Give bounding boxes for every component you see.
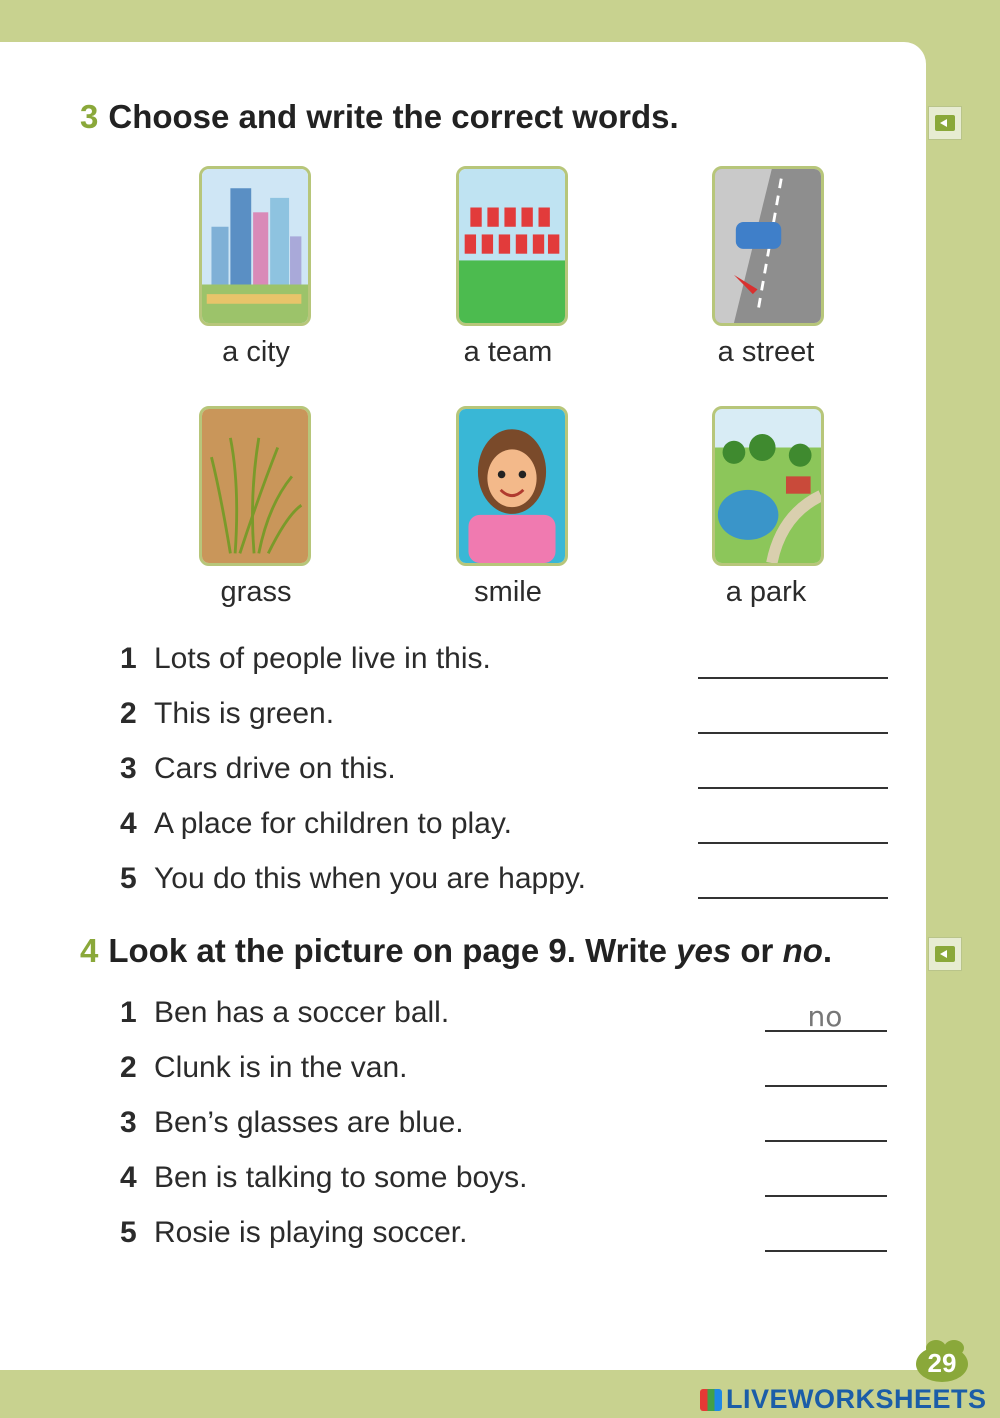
grass-image: [199, 406, 311, 566]
ex4-item-5: 5 Rosie is playing soccer.: [120, 1216, 468, 1249]
word-grass: grass: [220, 576, 292, 608]
ex4-item-3: 3 Ben’s glasses are blue.: [120, 1106, 464, 1139]
street-image: [712, 166, 824, 326]
exercise-3-title: [80, 98, 679, 136]
city-image: [199, 166, 311, 326]
ex3-answer-3-input[interactable]: [698, 787, 888, 789]
word-smile: smile: [474, 576, 542, 608]
ex4-item-4: 4 Ben is talking to some boys.: [120, 1161, 528, 1194]
park-image: [712, 406, 824, 566]
ex4-item-1: 1 Ben has a soccer ball.: [120, 996, 450, 1029]
ex4-answer-2-input[interactable]: [765, 1085, 887, 1087]
smile-image: [456, 406, 568, 566]
audio-icon[interactable]: [928, 106, 962, 140]
audio-icon[interactable]: [928, 937, 962, 971]
word-a-street: a street: [717, 336, 815, 368]
exercise-number: 4: [80, 932, 99, 969]
exercise-instruction: Choose and write the correct words.: [108, 98, 679, 135]
ex4-answer-3-input[interactable]: [765, 1140, 887, 1142]
ex3-answer-5-input[interactable]: [698, 897, 888, 899]
ex3-item-3: 3 Cars drive on this.: [120, 752, 396, 785]
ex3-answer-2-input[interactable]: [698, 732, 888, 734]
page-number-badge: [912, 1342, 972, 1384]
ex3-answer-4-input[interactable]: [698, 842, 888, 844]
page-number: 29: [927, 1348, 957, 1378]
ex4-answer-5-input[interactable]: [765, 1250, 887, 1252]
liveworksheets-logo-icon: [700, 1389, 722, 1411]
ex4-answer-1-input[interactable]: [765, 1030, 887, 1032]
team-image: [456, 166, 568, 326]
ex4-answer-4-input[interactable]: [765, 1195, 887, 1197]
word-a-city: a city: [222, 336, 290, 368]
ex3-item-2: 2 This is green.: [120, 697, 335, 730]
ex4-answer-1-value: no: [807, 1000, 843, 1033]
word-a-team: a team: [463, 336, 553, 368]
exercise-4-title: 4 Look at the picture on page 9. Write yes or no.: [80, 932, 833, 969]
exercise-number: 3: [80, 98, 99, 135]
word-a-park: a park: [725, 576, 807, 608]
ex3-item-5: 5 You do this when you are happy.: [120, 862, 586, 895]
ex4-item-2: 2 Clunk is in the van.: [120, 1051, 408, 1084]
ex3-item-4: 4 A place for children to play.: [120, 807, 512, 840]
liveworksheets-logo[interactable]: LIVEWORKSHEETS: [700, 1384, 987, 1415]
ex3-answer-1-input[interactable]: [698, 677, 888, 679]
ex3-item-1: 1 Lots of people live in this.: [120, 642, 491, 675]
